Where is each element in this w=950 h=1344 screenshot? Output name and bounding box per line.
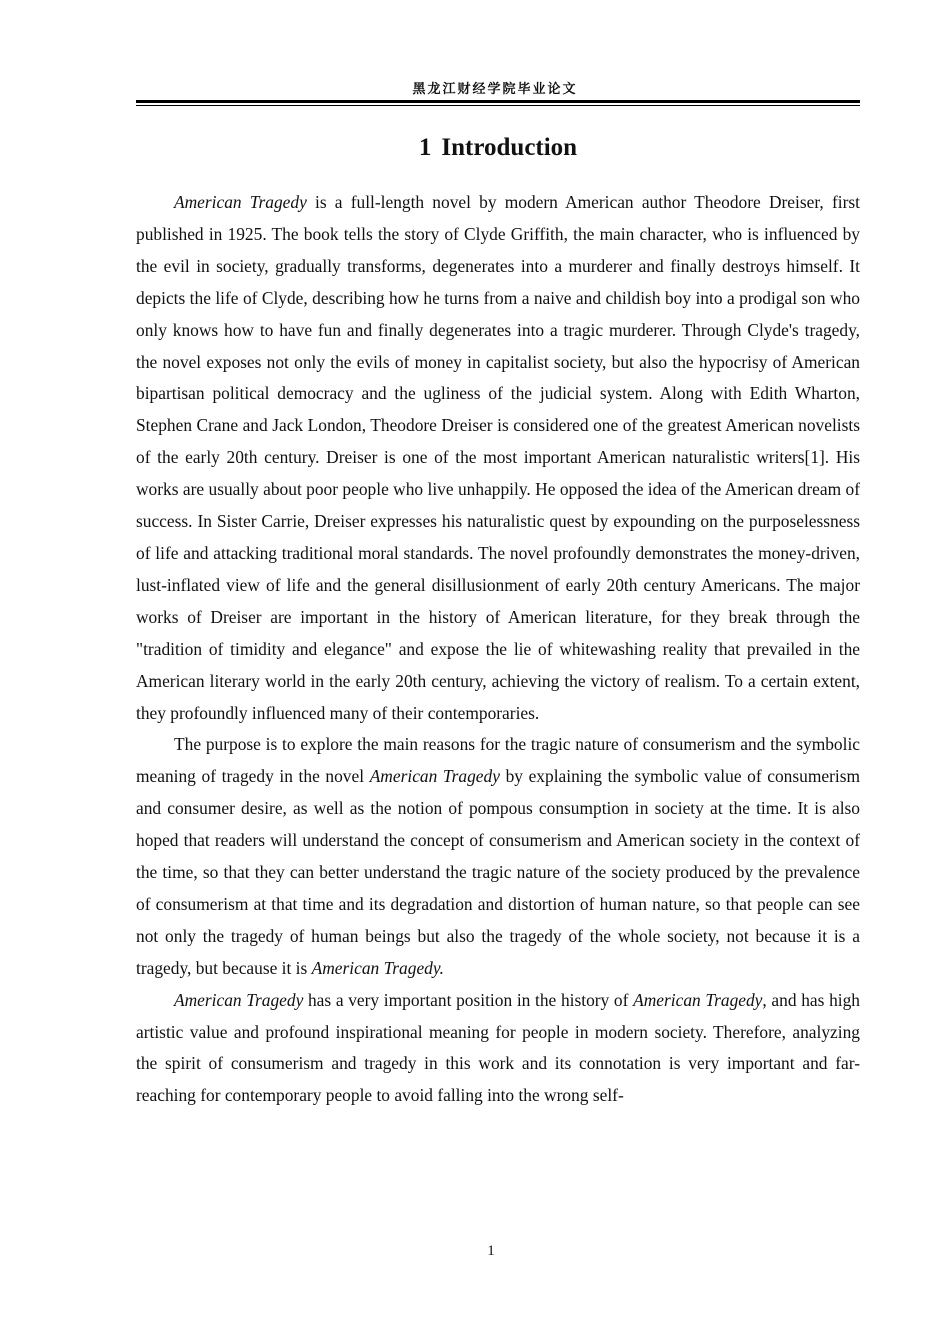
section-title <box>0 134 950 162</box>
page-number: 1 <box>487 1243 495 1259</box>
paragraph-text: , and has high artistic value and profound inspirational meaning for people in modern society. Therefore, analyzing the spirit of consumerism and tragedy in this work and its connotation is very important and far-reaching for contemporary people to avoid falling into the wrong self- <box>136 989 860 1106</box>
paragraph-3 <box>136 985 860 1113</box>
paragraph-2 <box>136 729 860 984</box>
header-rule-thick <box>136 100 860 103</box>
paragraph-1 <box>136 187 860 729</box>
paragraph-text: has a very important position in the history of <box>303 989 634 1010</box>
italic-title: American Tragedy <box>174 192 307 212</box>
header-rule-thin <box>136 105 860 106</box>
italic-title: American Tragedy <box>369 766 500 787</box>
italic-title: American Tragedy. <box>311 957 444 978</box>
section-number: 1 <box>418 134 432 161</box>
body-text <box>136 187 860 1112</box>
paragraph-text: is a full-length novel by modern American author Theodore Dreiser, first published in 1925. The book tells the story of Clyde Griffith, the main character, who is influenced by the evil in society, gradually transforms, degenerates into a murderer and finally destroys himself. It depicts the life of Clyde, describing how he turns from a naive and childish boy into a prodigal son who only knows how to have fun and finally degenerates into a tragic murderer. Through Clyde's tragedy, the novel exposes not only the evils of money in capitalist society, but also the hypocrisy of American bipartisan political democracy and the ugliness of the judicial system. Along with Edith Wharton, Stephen Crane and Jack London, Theodore Dreiser is considered one of the greatest American novelists of the early 20th century. Dreiser is one of the most important American naturalistic writers[1]. His works are usually about poor people who live unhappily. He opposed the idea of the American dream of success. In Sister Carrie, Dreiser expresses his naturalistic quest by expounding on the purposelessness of life and attacking traditional moral standards. The novel profoundly demonstrates the money-driven, lust-inflated view of life and the general disillusionment of early 20th century Americans. The major works of Dreiser are important in the history of American literature, for they break through the "tradition of timidity and elegance" and expose the lie of whitewashing reality that prevailed in the American literary world in the early 20th century, achieving the victory of realism. To a certain extent, they profoundly influenced many of their contemporaries. <box>136 192 860 723</box>
header-text: 黑龙江财经学院毕业论文 <box>412 82 578 97</box>
section-title-text: Introduction <box>441 134 578 161</box>
paragraph-text: The purpose is to explore the main reasons for the tragic nature of consumerism and the symbolic meaning of tragedy in the novel <box>136 734 860 787</box>
paragraph-text: by explaining the symbolic value of consumerism and consumer desire, as well as the notion of pompous consumption in society at the time. It is also hoped that readers will understand the concept of consumerism and American society in the context of the time, so that they can better understand the tragic nature of the society produced by the prevalence of consumerism at that time and its degradation and distortion of human nature, so that people can see not only the tragedy of human beings but also the tragedy of the whole society, not because it is a tragedy, but because it is <box>136 766 861 978</box>
italic-title: American Tragedy <box>174 989 304 1010</box>
italic-title: American Tragedy <box>633 989 763 1010</box>
